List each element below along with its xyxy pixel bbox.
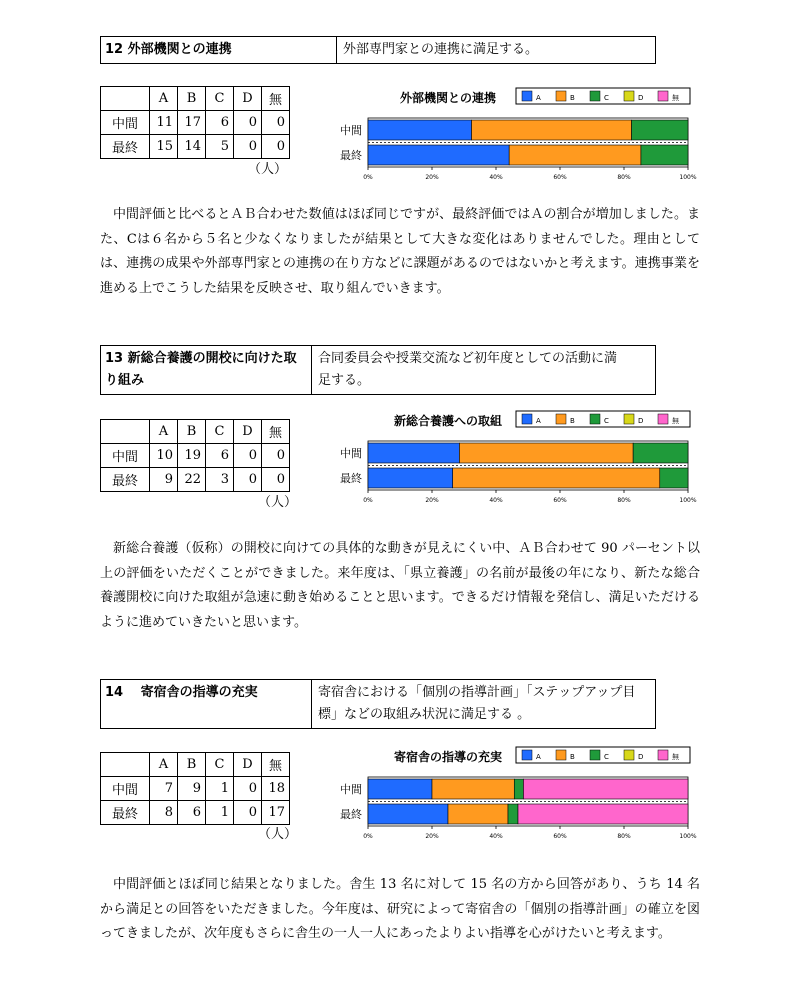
legend-label: 無 — [672, 417, 679, 425]
legend-swatch — [658, 414, 668, 424]
tick-label: 20% — [425, 174, 439, 181]
count-table: A B C D 無 中間 10 19 6 0 0 最終 9 22 3 0 0 — [100, 419, 290, 492]
legend-swatch — [624, 91, 634, 101]
legend-label: C — [604, 94, 609, 102]
chart-legend — [516, 88, 690, 104]
legend-label: D — [638, 753, 644, 761]
legend-swatch — [624, 414, 634, 424]
bar-segment — [641, 145, 688, 165]
bar-segment — [432, 779, 514, 799]
bar-segment — [453, 468, 660, 488]
legend-label: C — [604, 417, 609, 425]
bar-segment — [632, 120, 688, 140]
bar-segment — [472, 120, 632, 140]
stacked-bar-chart — [328, 405, 698, 505]
legend-label: B — [570, 753, 575, 761]
tick-label: 80% — [617, 174, 631, 181]
bar-segment — [509, 145, 641, 165]
bar-segment — [518, 804, 688, 824]
legend-swatch — [522, 91, 532, 101]
chart-legend — [516, 411, 690, 427]
category-label: 最終 — [340, 808, 362, 821]
item-title: 14 寄宿舎の指導の充実 — [101, 680, 312, 728]
category-label: 中間 — [340, 447, 362, 460]
tick-label: 40% — [489, 833, 503, 840]
bar-segment — [368, 120, 472, 140]
item-description: 合同委員会や授業交流など初年度としての活動に満足する。 — [318, 351, 618, 388]
legend-swatch — [590, 414, 600, 424]
legend-label: B — [570, 417, 575, 425]
item-header — [100, 679, 656, 729]
legend-label: D — [638, 94, 644, 102]
legend-label: 無 — [672, 94, 679, 102]
unit-label: （人） — [248, 162, 288, 177]
tick-label: 100% — [679, 174, 697, 181]
bar-segment — [368, 443, 459, 463]
table-row: 中間 7 9 1 0 18 — [101, 777, 290, 801]
bar-segment — [633, 443, 688, 463]
tick-label: 40% — [489, 497, 503, 504]
table-row: 中間 10 19 6 0 0 — [101, 444, 290, 468]
tick-label: 0% — [363, 497, 373, 504]
bar-segment — [448, 804, 508, 824]
legend-swatch — [658, 91, 668, 101]
table-row: 中間 11 17 6 0 0 — [101, 111, 290, 135]
chart-legend — [516, 747, 690, 763]
tick-label: 20% — [425, 497, 439, 504]
legend-swatch — [522, 750, 532, 760]
bar-segment — [368, 804, 448, 824]
unit-label: （人） — [258, 495, 298, 510]
tick-label: 100% — [679, 833, 697, 840]
legend-swatch — [624, 750, 634, 760]
item-header — [100, 36, 656, 64]
legend-label: C — [604, 753, 609, 761]
table-row: 最終 8 6 1 0 17 — [101, 801, 290, 825]
bar-segment — [368, 779, 432, 799]
legend-swatch — [590, 750, 600, 760]
legend-label: B — [570, 94, 575, 102]
unit-label: （人） — [258, 827, 298, 842]
tick-label: 20% — [425, 833, 439, 840]
item-title: 13 新総合養護の開校に向けた取り組み — [101, 346, 312, 394]
table-row: 最終 9 22 3 0 0 — [101, 468, 290, 492]
bar-segment — [508, 804, 518, 824]
legend-swatch — [556, 91, 566, 101]
legend-label: 無 — [672, 753, 679, 761]
chart-title: 寄宿舎の指導の充実 — [393, 750, 503, 764]
table-row: 最終 15 14 5 0 0 — [101, 135, 290, 159]
item-header — [100, 345, 656, 395]
tick-label: 0% — [363, 833, 373, 840]
legend-swatch — [590, 91, 600, 101]
legend-label: A — [536, 753, 541, 761]
comment-paragraph: 新総合養護（仮称）の開校に向けての具体的な動きが見えにくい中、ＡＢ合わせて 90 パーセント以上の評価をいただくことができました。来年度は、「県立養護」の名前が最後の年になり、新たな総合養護開校に向けた取組が急速に動き始めることと思います。できるだけ情報を発信し、満足いただけるように進めていきたいと思います。 — [100, 541, 700, 630]
legend-label: A — [536, 417, 541, 425]
bar-segment — [459, 443, 633, 463]
tick-label: 80% — [617, 833, 631, 840]
chart-title: 新総合養護への取組 — [393, 414, 503, 428]
comment-paragraph: 中間評価とほぼ同じ結果となりました。舎生 13 名に対して 15 名の方から回答があり、うち 14 名から満足との回答をいただきました。今年度は、研究によって寄宿舎の「個別の指導計画」の確立を図ってきましたが、次年度もさらに舎生の一人一人にあったよりよい指導を心がけたいと考えます。 — [100, 877, 700, 941]
legend-swatch — [658, 750, 668, 760]
bar-segment — [514, 779, 523, 799]
comment-paragraph: 中間評価と比べるとＡＢ合わせた数値はほぼ同じですが、最終評価ではＡの割合が増加しました。また、Cは６名から５名と少なくなりましたが結果として大きな変化はありませんでした。理由としては、連携の成果や外部専門家との連携の在り方などに課題があるのではないかと考えます。連携事業を進める上でこうした結果を反映させ、取り組んでいきます。 — [100, 207, 700, 296]
category-label: 最終 — [340, 472, 362, 485]
category-label: 最終 — [340, 149, 362, 162]
tick-label: 0% — [363, 174, 373, 181]
count-table: A B C D 無 中間 11 17 6 0 0 最終 15 14 5 0 0 — [100, 86, 290, 159]
legend-swatch — [522, 414, 532, 424]
legend-label: D — [638, 417, 644, 425]
item-description: 寄宿舎における「個別の指導計画」「ステップアップ目標」などの取組み状況に満足する 。 — [318, 685, 636, 722]
tick-label: 60% — [553, 174, 567, 181]
bar-segment — [368, 468, 453, 488]
count-table: A B C D 無 中間 7 9 1 0 18 最終 8 6 1 0 17 — [100, 752, 290, 825]
category-label: 中間 — [340, 124, 362, 137]
stacked-bar-chart — [328, 82, 698, 182]
bar-segment — [368, 145, 509, 165]
item-title: 12 外部機関との連携 — [101, 37, 337, 63]
tick-label: 40% — [489, 174, 503, 181]
stacked-bar-chart — [328, 741, 698, 841]
item-description: 外部専門家との連携に満足する。 — [343, 42, 539, 57]
bar-segment — [523, 779, 688, 799]
tick-label: 80% — [617, 497, 631, 504]
tick-label: 100% — [679, 497, 697, 504]
tick-label: 60% — [553, 833, 567, 840]
bar-segment — [660, 468, 688, 488]
legend-swatch — [556, 414, 566, 424]
legend-swatch — [556, 750, 566, 760]
chart-title: 外部機関との連携 — [399, 91, 497, 105]
legend-label: A — [536, 94, 541, 102]
category-label: 中間 — [340, 783, 362, 796]
tick-label: 60% — [553, 497, 567, 504]
